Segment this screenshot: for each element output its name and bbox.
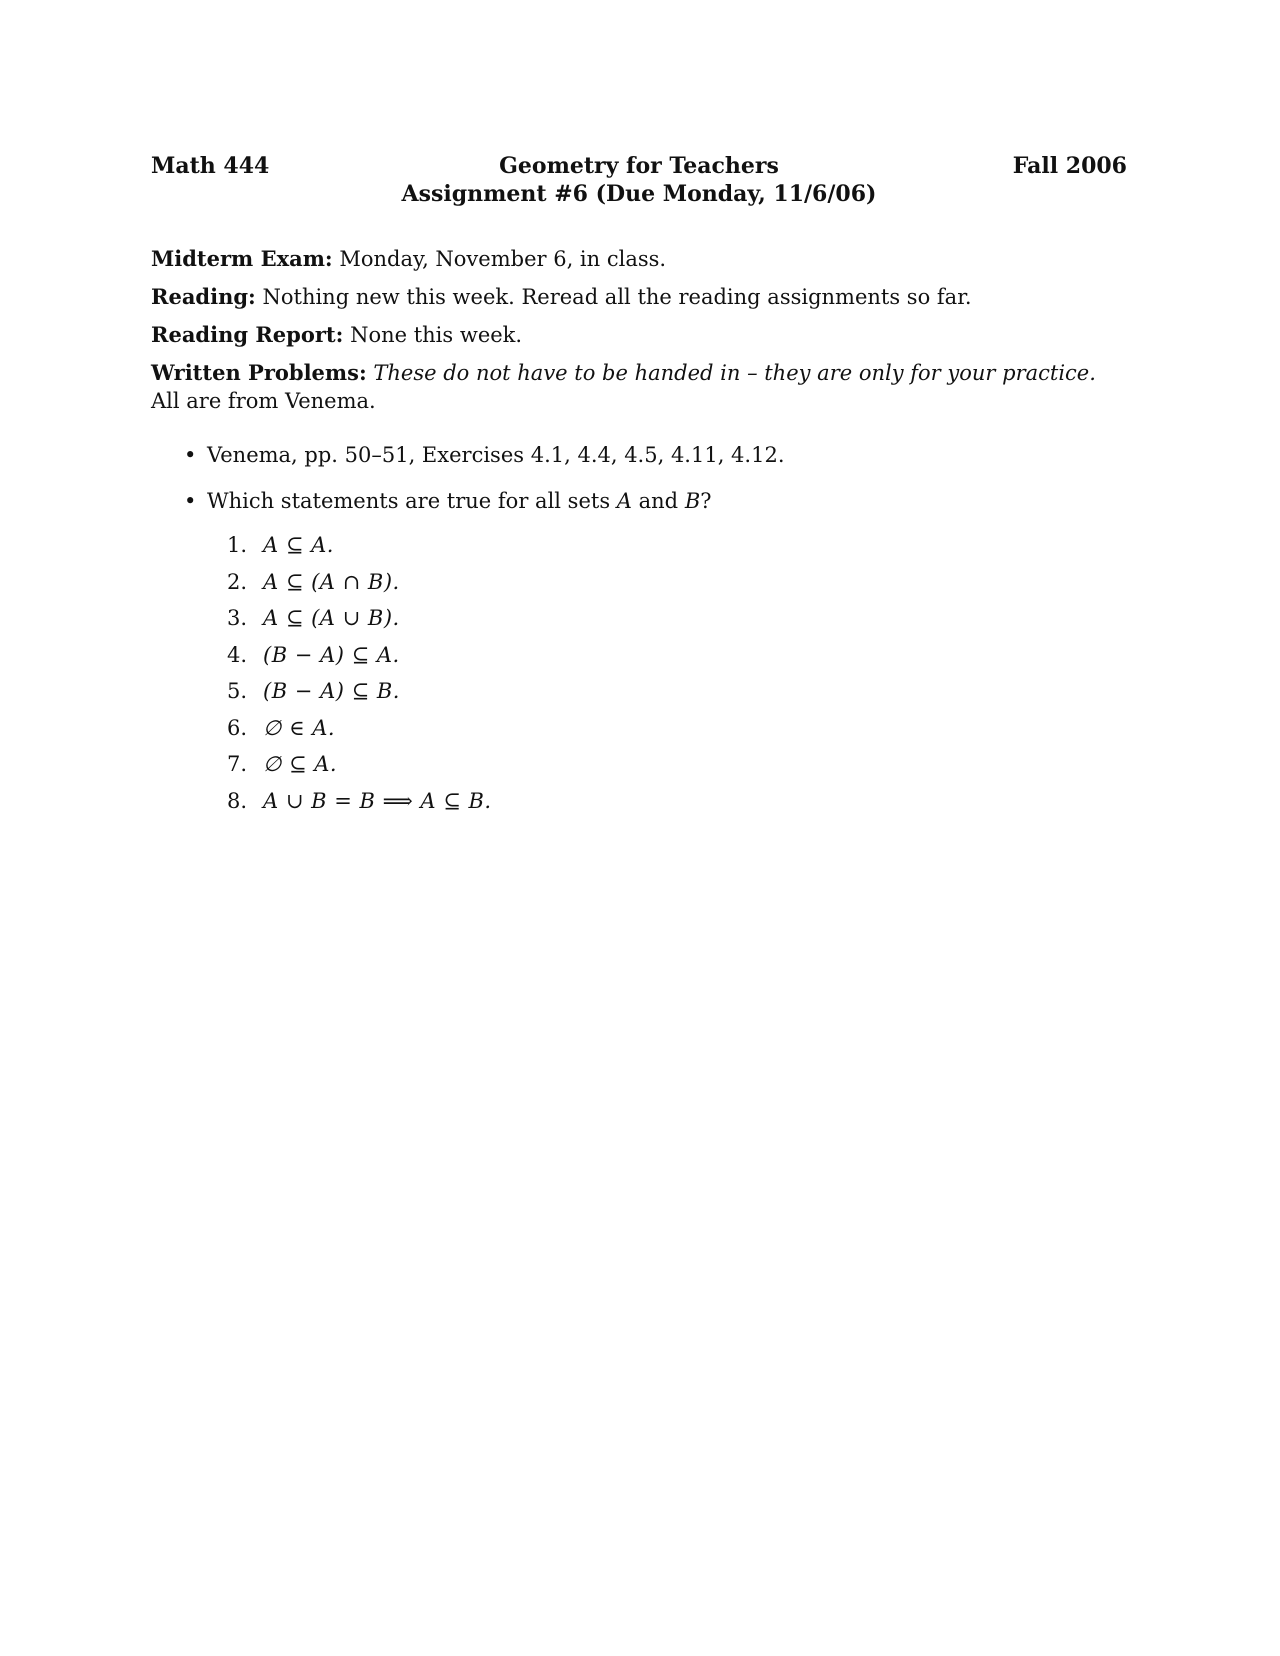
statement-expression: ∅ ∈ A. xyxy=(263,715,336,740)
list-item xyxy=(207,531,1127,568)
statement-number: 5. xyxy=(227,679,248,703)
midterm-paragraph xyxy=(151,245,1127,273)
bullet-icon: • xyxy=(184,443,197,467)
written-problems-paragraph xyxy=(151,359,1127,415)
list-item xyxy=(207,714,1127,751)
list-item xyxy=(151,487,1127,823)
statement-expression: ∅ ⊆ A. xyxy=(263,752,338,776)
statement-expression: (B − A) ⊆ B. xyxy=(263,679,400,703)
list-item xyxy=(207,604,1127,641)
statement-number: 7. xyxy=(227,752,248,776)
reading-label: Reading: xyxy=(151,284,256,309)
question-mark: ? xyxy=(700,489,712,513)
written-problems-note: These do not have to be handed in – they are only for your practice. xyxy=(373,361,1096,385)
statement-number: 8. xyxy=(227,788,248,813)
statement-number: 1. xyxy=(227,533,248,557)
list-item xyxy=(151,441,1127,469)
midterm-label: Midterm Exam: xyxy=(151,246,333,271)
statement-expression: A ⊆ (A ∩ B). xyxy=(263,569,400,594)
term: Fall 2006 xyxy=(1012,153,1127,179)
reading-paragraph xyxy=(151,283,1127,311)
list-item xyxy=(207,750,1127,787)
written-problems-source: All are from Venema. xyxy=(151,389,376,413)
statement-number: 6. xyxy=(227,715,248,740)
statement-list xyxy=(207,531,1127,823)
statement-expression: A ⊆ (A ∪ B). xyxy=(263,606,400,630)
reading-report-label: Reading Report: xyxy=(151,322,344,347)
question-text: Which statements are true for all sets xyxy=(207,489,611,513)
statement-expression: A ⊆ A. xyxy=(263,533,334,557)
statement-expression: (B − A) ⊆ A. xyxy=(263,642,400,667)
written-problems-label: Written Problems: xyxy=(151,360,367,385)
reading-report-paragraph xyxy=(151,321,1127,349)
reading-report-text: None this week. xyxy=(350,323,523,347)
conjunction: and xyxy=(638,489,679,513)
list-item xyxy=(207,641,1127,678)
bullet-icon: • xyxy=(184,489,197,513)
reading-text: Nothing new this week. Reread all the reading assignments so far. xyxy=(262,285,972,309)
set-b: B xyxy=(684,489,701,513)
statement-number: 3. xyxy=(227,606,248,630)
header-titles xyxy=(151,152,1127,208)
document-body xyxy=(151,245,1127,841)
list-item xyxy=(207,568,1127,605)
list-item xyxy=(207,677,1127,714)
problem-list xyxy=(151,441,1127,823)
exercise-text: Venema, pp. 50–51, Exercises 4.1, 4.4, 4.5, 4.11, 4.12. xyxy=(207,443,785,467)
statement-number: 2. xyxy=(227,569,248,594)
set-a: A xyxy=(616,489,632,513)
document-header xyxy=(151,152,1127,216)
midterm-text: Monday, November 6, in class. xyxy=(339,247,667,271)
course-title: Geometry for Teachers xyxy=(499,153,779,179)
assignment-title: Assignment #6 (Due Monday, 11/6/06) xyxy=(401,181,877,207)
statement-expression: A ∪ B = B ⟹ A ⊆ B. xyxy=(263,788,492,813)
course-number: Math 444 xyxy=(151,153,270,179)
statement-number: 4. xyxy=(227,642,248,667)
list-item xyxy=(207,787,1127,824)
